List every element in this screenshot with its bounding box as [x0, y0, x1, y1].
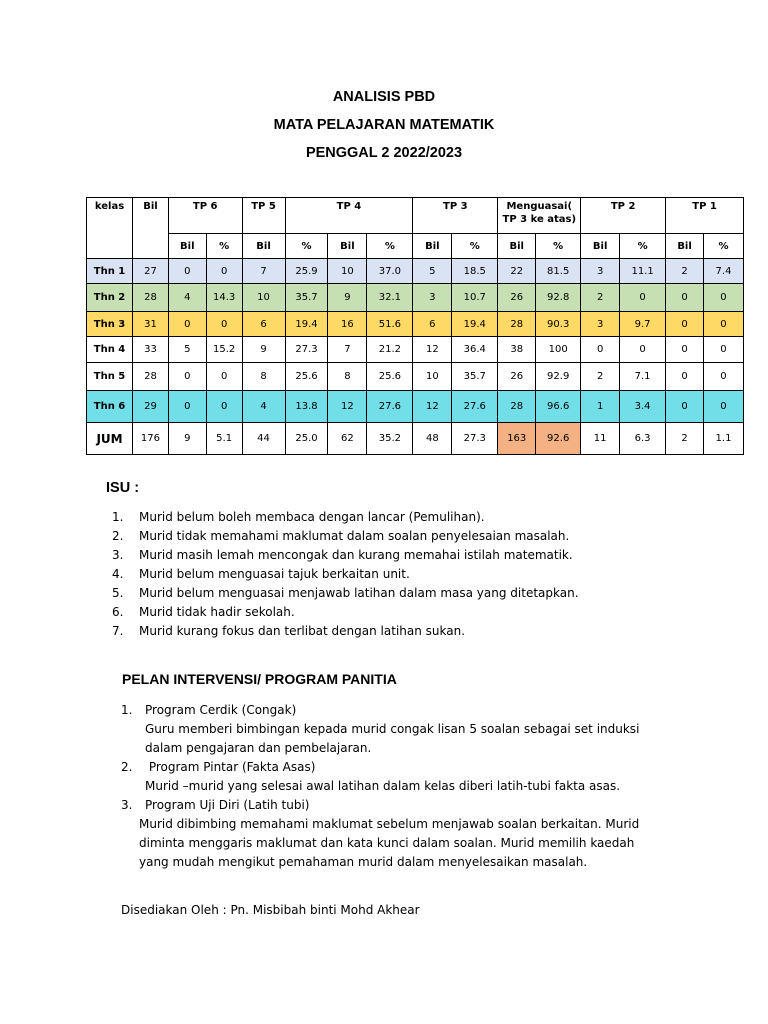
isu-item-text: Murid belum menguasai menjawab latihan dalam masa yang ditetapkan.	[139, 586, 579, 600]
table-cell: 7	[242, 259, 285, 284]
table-cell: 26	[498, 284, 536, 312]
table-cell: 0	[666, 312, 704, 337]
table-cell: 11	[581, 423, 620, 455]
program-description-line: dalam pengajaran dan pembelajaran.	[145, 741, 372, 755]
header-tp1: TP 1	[666, 198, 744, 234]
table-cell: 176	[133, 423, 169, 455]
title-line-1: ANALISIS PBD	[332, 89, 436, 105]
table-cell: 0	[581, 337, 620, 363]
table-row	[87, 337, 744, 363]
table-cell: 18.5	[452, 259, 498, 284]
table-cell: 0	[168, 259, 206, 284]
isu-item-text: Murid belum boleh membaca dengan lancar (Pemulihan).	[139, 510, 485, 524]
isu-item-text: Murid tidak hadir sekolah.	[139, 605, 295, 619]
table-cell: 2	[581, 363, 620, 391]
isu-item	[112, 508, 579, 527]
table-cell: 6.3	[620, 423, 666, 455]
isu-item-number: 2.	[112, 529, 124, 543]
program-title: Program Cerdik (Congak)	[145, 703, 297, 717]
table-cell: 1.1	[703, 423, 743, 455]
table-cell: 92.8	[536, 284, 581, 312]
header-tp3: TP 3	[413, 198, 498, 234]
table-cell: 96.6	[536, 391, 581, 423]
header-tp4: TP 4	[285, 198, 413, 234]
table-cell: 15.2	[206, 337, 242, 363]
table-row	[87, 259, 744, 284]
table-cell: 2	[666, 423, 704, 455]
program-title-line	[121, 701, 639, 720]
header-kelas: kelas	[87, 198, 133, 259]
pelan-heading: PELAN INTERVENSI/ PROGRAM PANITIA	[122, 671, 397, 687]
isu-list	[112, 508, 579, 641]
table-cell: 6	[242, 312, 285, 337]
table-cell: 12	[413, 391, 452, 423]
table-cell: 19.4	[285, 312, 328, 337]
table-cell: 5.1	[206, 423, 242, 455]
table-cell: 37.0	[367, 259, 413, 284]
pbd-analysis-table	[86, 197, 744, 455]
table-cell: 7.4	[703, 259, 743, 284]
header-menguasai-line1: Menguasai(	[506, 201, 573, 212]
table-cell: 27.3	[452, 423, 498, 455]
table-cell: 7.1	[620, 363, 666, 391]
program-description-line: diminta menggaris maklumat dan kata kunci dalam soalan. Murid memilih kaedah	[139, 836, 635, 850]
table-cell: 19.4	[452, 312, 498, 337]
table-cell: 0	[666, 337, 704, 363]
table-cell: 51.6	[367, 312, 413, 337]
table-cell: 0	[206, 391, 242, 423]
table-cell: 5	[168, 337, 206, 363]
table-cell: 31	[133, 312, 169, 337]
table-cell: 28	[498, 312, 536, 337]
isu-item-text: Murid tidak memahami maklumat dalam soalan penyelesaian masalah.	[139, 529, 570, 543]
table-cell: 12	[413, 337, 452, 363]
table-row	[87, 363, 744, 391]
table-cell: 0	[703, 363, 743, 391]
subheader-cell: Bil	[498, 234, 536, 259]
program-number: 1.	[121, 703, 133, 717]
isu-item-text: Murid masih lemah mencongak dan kurang memahai istilah matematik.	[139, 548, 573, 562]
table-cell: 0	[206, 259, 242, 284]
isu-item-number: 3.	[112, 548, 124, 562]
isu-item	[112, 584, 579, 603]
header-menguasai	[498, 198, 581, 234]
row-label: Thn 2	[87, 284, 133, 312]
table-cell: 27	[133, 259, 169, 284]
table-cell: 9	[242, 337, 285, 363]
table-cell: 28	[133, 363, 169, 391]
table-cell: 6	[413, 312, 452, 337]
table-cell: 163	[498, 423, 536, 455]
table-cell: 13.8	[285, 391, 328, 423]
isu-item-number: 7.	[112, 624, 124, 638]
document-title-block	[0, 86, 768, 170]
table-row	[87, 284, 744, 312]
table-row	[87, 312, 744, 337]
table-cell: 44	[242, 423, 285, 455]
program-description-line: Murid –murid yang selesai awal latihan dalam kelas diberi latih-tubi fakta asas.	[145, 779, 621, 793]
title-line-2: MATA PELAJARAN MATEMATIK	[273, 117, 495, 133]
table-cell: 35.2	[367, 423, 413, 455]
subheader-cell: %	[367, 234, 413, 259]
table-cell: 5	[413, 259, 452, 284]
table-cell: 90.3	[536, 312, 581, 337]
table-cell: 36.4	[452, 337, 498, 363]
isu-item	[112, 622, 579, 641]
subheader-cell: Bil	[413, 234, 452, 259]
title-line-3: PENGGAL 2 2022/2023	[305, 145, 463, 161]
subheader-cell: Bil	[666, 234, 704, 259]
program-title: Program Uji Diri (Latih tubi)	[145, 798, 310, 812]
table-cell: 0	[168, 363, 206, 391]
prepared-by: Disediakan Oleh : Pn. Misbibah binti Mohd Akhear	[121, 903, 420, 917]
table-cell: 62	[328, 423, 367, 455]
subheader-cell: %	[285, 234, 328, 259]
table-row	[87, 391, 744, 423]
table-cell: 0	[703, 391, 743, 423]
table-cell: 28	[133, 284, 169, 312]
subheader-cell: Bil	[328, 234, 367, 259]
isu-item-text: Murid belum menguasai tajuk berkaitan unit.	[139, 567, 410, 581]
table-cell: 21.2	[367, 337, 413, 363]
program-description-line: Murid dibimbing memahami maklumat sebelum menjawab soalan berkaitan. Murid	[139, 817, 640, 831]
table-cell: 14.3	[206, 284, 242, 312]
table-subheader-row	[87, 234, 744, 259]
table-cell: 4	[168, 284, 206, 312]
program-description-line: Guru memberi bimbingan kepada murid congak lisan 5 soalan sebagai set induksi	[145, 722, 640, 736]
table-cell: 35.7	[285, 284, 328, 312]
table-cell: 7	[328, 337, 367, 363]
subheader-cell: %	[703, 234, 743, 259]
subheader-cell: Bil	[242, 234, 285, 259]
subheader-cell: %	[536, 234, 581, 259]
program-number: 3.	[121, 798, 133, 812]
row-label: Thn 4	[87, 337, 133, 363]
subheader-cell: Bil	[581, 234, 620, 259]
table-cell: 25.6	[367, 363, 413, 391]
row-label: Thn 5	[87, 363, 133, 391]
table-cell: 0	[703, 312, 743, 337]
table-cell: 0	[666, 363, 704, 391]
table-cell: 100	[536, 337, 581, 363]
table-cell: 0	[206, 312, 242, 337]
table-cell: 38	[498, 337, 536, 363]
row-label: Thn 6	[87, 391, 133, 423]
isu-item-number: 6.	[112, 605, 124, 619]
table-cell: 9.7	[620, 312, 666, 337]
isu-item-number: 5.	[112, 586, 124, 600]
table-cell: 2	[581, 284, 620, 312]
table-cell: 48	[413, 423, 452, 455]
table-cell: 0	[703, 337, 743, 363]
table-cell: 8	[242, 363, 285, 391]
program-description-line: yang mudah mengikut pemahaman murid dalam menyelesaikan masalah.	[139, 855, 588, 869]
subheader-cell: %	[452, 234, 498, 259]
table-cell: 12	[328, 391, 367, 423]
table-cell: 0	[666, 284, 704, 312]
table-cell: 4	[242, 391, 285, 423]
isu-item	[112, 527, 579, 546]
header-menguasai-line2: TP 3 ke atas)	[502, 214, 577, 225]
program-title-line	[121, 758, 639, 777]
table-cell: 27.6	[367, 391, 413, 423]
subheader-cell: %	[206, 234, 242, 259]
table-cell: 92.6	[536, 423, 581, 455]
table-cell: 10.7	[452, 284, 498, 312]
table-cell: 27.6	[452, 391, 498, 423]
header-tp5: TP 5	[242, 198, 285, 234]
table-row	[87, 423, 744, 455]
table-cell: 1	[581, 391, 620, 423]
table-cell: 0	[666, 391, 704, 423]
isu-item-number: 1.	[112, 510, 124, 524]
table-cell: 0	[620, 337, 666, 363]
table-cell: 35.7	[452, 363, 498, 391]
table-cell: 10	[242, 284, 285, 312]
isu-heading: ISU :	[106, 480, 140, 496]
table-cell: 92.9	[536, 363, 581, 391]
isu-item	[112, 603, 579, 622]
table-cell: 0	[206, 363, 242, 391]
table-cell: 9	[328, 284, 367, 312]
table-cell: 10	[328, 259, 367, 284]
table-cell: 16	[328, 312, 367, 337]
isu-item	[112, 546, 579, 565]
table-cell: 33	[133, 337, 169, 363]
table-cell: 10	[413, 363, 452, 391]
table-cell: 0	[168, 312, 206, 337]
table-cell: 81.5	[536, 259, 581, 284]
table-cell: 0	[168, 391, 206, 423]
table-cell: 28	[498, 391, 536, 423]
header-tp2: TP 2	[581, 198, 666, 234]
table-cell: 25.9	[285, 259, 328, 284]
pelan-program-list	[121, 701, 639, 872]
table-cell: 25.0	[285, 423, 328, 455]
table-cell: 29	[133, 391, 169, 423]
table-cell: 2	[666, 259, 704, 284]
program-title: Program Pintar (Fakta Asas)	[145, 760, 316, 774]
row-label: Thn 3	[87, 312, 133, 337]
table-cell: 0	[703, 284, 743, 312]
table-cell: 3.4	[620, 391, 666, 423]
subheader-cell: %	[620, 234, 666, 259]
table-cell: 3	[581, 312, 620, 337]
table-cell: 9	[168, 423, 206, 455]
table-cell: 3	[581, 259, 620, 284]
table-cell: 3	[413, 284, 452, 312]
table-cell: 8	[328, 363, 367, 391]
isu-item-text: Murid kurang fokus dan terlibat dengan latihan sukan.	[139, 624, 466, 638]
row-label: Thn 1	[87, 259, 133, 284]
table-cell: 26	[498, 363, 536, 391]
program-title-line	[121, 796, 639, 815]
header-bil: Bil	[133, 198, 169, 259]
table-cell: 22	[498, 259, 536, 284]
header-tp6: TP 6	[168, 198, 242, 234]
table-cell: 11.1	[620, 259, 666, 284]
subheader-cell: Bil	[168, 234, 206, 259]
isu-item-number: 4.	[112, 567, 124, 581]
isu-item	[112, 565, 579, 584]
table-cell: 27.3	[285, 337, 328, 363]
table-header-row	[87, 198, 744, 234]
program-number: 2.	[121, 760, 133, 774]
row-label: JUM	[87, 423, 133, 455]
table-cell: 0	[620, 284, 666, 312]
table-cell: 32.1	[367, 284, 413, 312]
table-cell: 25.6	[285, 363, 328, 391]
